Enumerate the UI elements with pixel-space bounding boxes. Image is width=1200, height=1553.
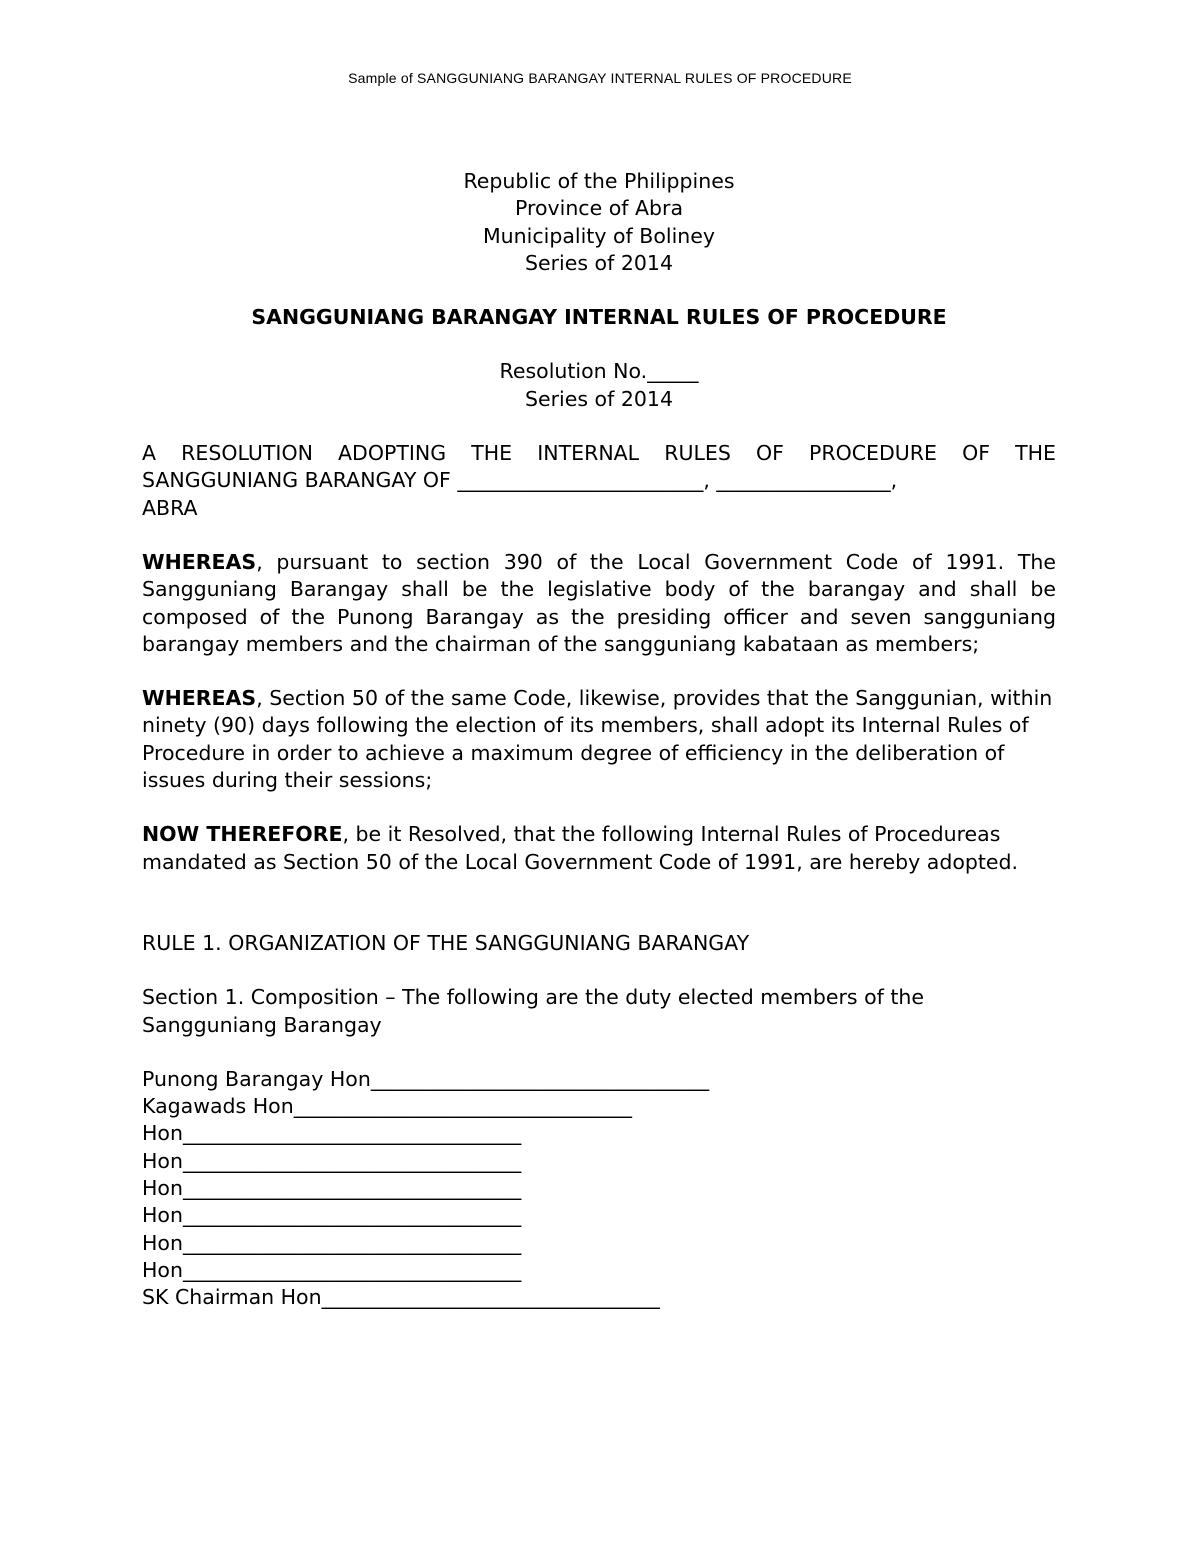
- now-therefore-clause: [142, 821, 1056, 876]
- document-body: [142, 168, 1056, 1312]
- rule-1-heading: RULE 1. ORGANIZATION OF THE SANGGUNIANG BARANGAY: [142, 930, 750, 955]
- subject-line-3: ABRA: [142, 495, 198, 520]
- now-therefore-lead: NOW THEREFORE: [142, 822, 343, 847]
- section-1-composition: Section 1. Composition – The following are the duty elected members of the Sangguniang Barangay: [142, 985, 924, 1037]
- resolution-subject: [142, 440, 1056, 522]
- member-hon: Hon_________________________________: [142, 1230, 522, 1255]
- member-hon: Hon_________________________________: [142, 1148, 522, 1173]
- whereas-1-lead: WHEREAS: [142, 549, 257, 574]
- whereas-1-text: , pursuant to section 390 of the Local Government Code of 1991. The Sangguniang Barangay shall be the legislative body of the barangay and shall be composed of the Punong Barangay as the presiding officer and seven sangguniang barangay members and the chairman of the sangguniang kabataan as members;: [142, 549, 1056, 656]
- member-sk-chairman: SK Chairman Hon_________________________________: [142, 1285, 660, 1310]
- letterhead-republic: Republic of the Philippines: [463, 169, 735, 193]
- document-title: SANGGUNIANG BARANGAY INTERNAL RULES OF PROCEDURE: [251, 305, 947, 330]
- whereas-2-lead: WHEREAS: [142, 686, 257, 711]
- resolution-series: Series of 2014: [524, 386, 673, 411]
- member-punong-barangay: Punong Barangay Hon_________________________________: [142, 1066, 710, 1091]
- member-hon: Hon_________________________________: [142, 1121, 522, 1146]
- subject-line-2: SANGGUNIANG BARANGAY OF ________________________, _________________,: [142, 468, 898, 493]
- resolution-number: Resolution No._____: [499, 359, 699, 384]
- letterhead-series: Series of 2014: [524, 250, 673, 275]
- member-hon: Hon_________________________________: [142, 1257, 522, 1282]
- member-hon: Hon_________________________________: [142, 1203, 522, 1228]
- letterhead-province: Province of Abra: [514, 196, 684, 221]
- whereas-clause-2: [142, 685, 1056, 794]
- whereas-clause-1: [142, 549, 1056, 658]
- resolution-number-block: [142, 358, 1056, 413]
- letterhead-municipality: Municipality of Boliney: [483, 223, 715, 248]
- member-list: [142, 1066, 1056, 1312]
- whereas-2-text: , Section 50 of the same Code, likewise, provides that the Sanggunian, within ninety (90) days following the election of its members, shall adopt its Internal Rules of Procedure in order to achieve a maximum degree of efficiency in the deliberation of issues during their sessions;: [142, 686, 1053, 793]
- running-header: Sample of SANGGUNIANG BARANGAY INTERNAL RULES OF PROCEDURE: [348, 70, 852, 86]
- subject-line-1: A RESOLUTION ADOPTING THE INTERNAL RULES OF PROCEDURE OF THE: [142, 441, 1056, 466]
- letterhead: [142, 168, 1056, 277]
- now-therefore-text: , be it Resolved, that the following Internal Rules of Procedureas mandated as Section 50 of the Local Government Code of 1991, are hereby adopted.: [142, 822, 1019, 874]
- member-hon: Hon_________________________________: [142, 1176, 522, 1201]
- member-kagawad: Kagawads Hon_________________________________: [142, 1094, 632, 1119]
